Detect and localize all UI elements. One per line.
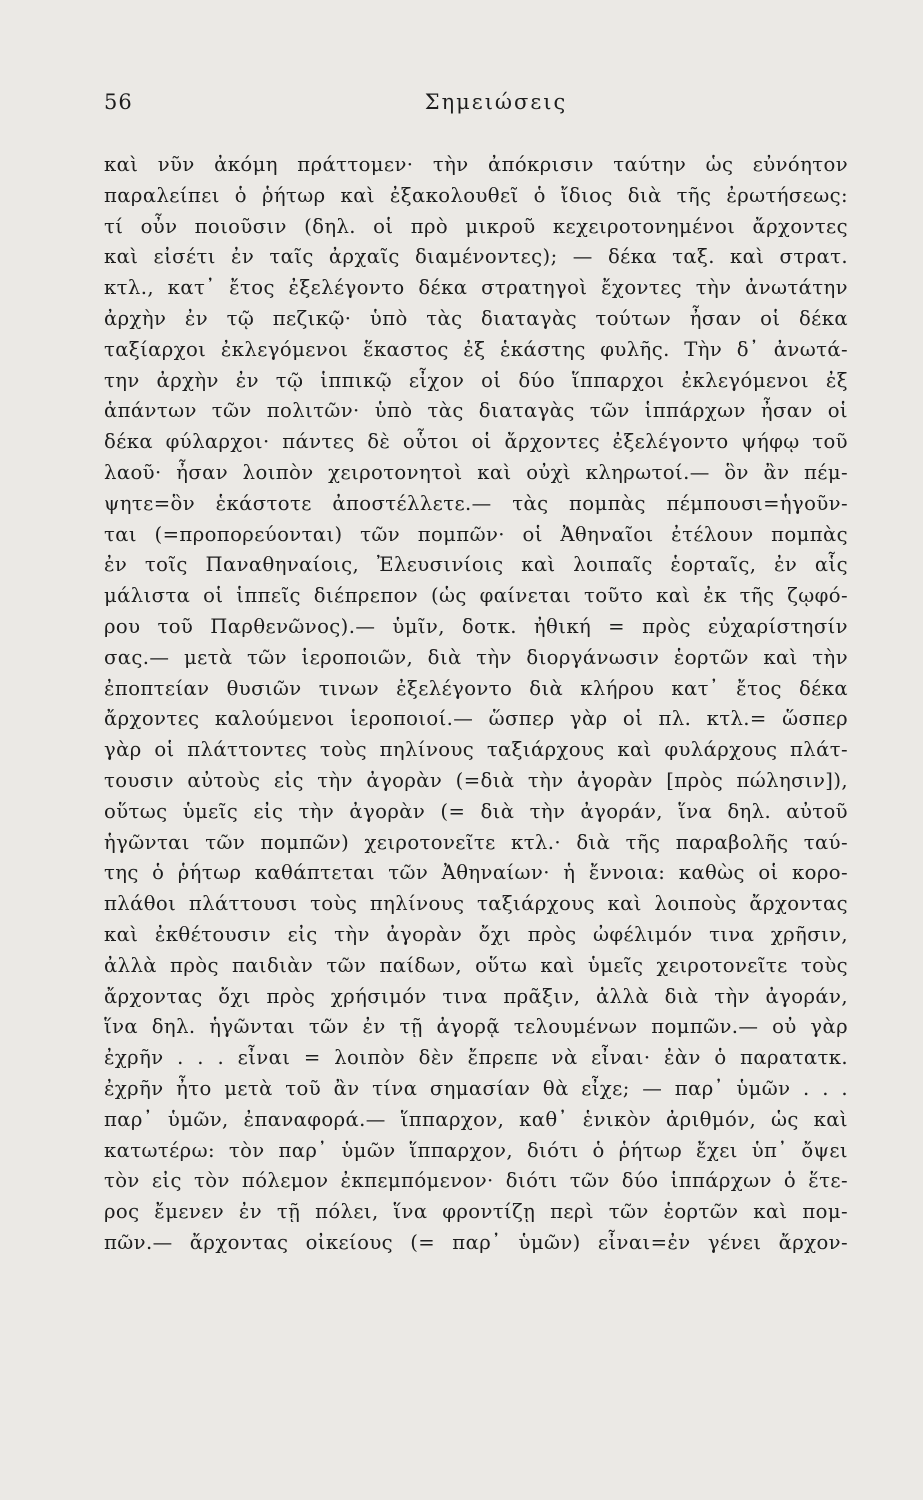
page-number: 56: [104, 90, 133, 114]
text-line: ρου τοῦ Παρθενῶνος).— ὑμῖν, δοτκ. ἠθική = πρὸς εὐχαρίστησίν: [104, 614, 848, 638]
text-line: κτλ., κατ᾽ ἔτος ἐξελέγοντο δέκα στρατηγοὶ ἔχοντες τὴν ἀνωτάτην: [104, 276, 848, 300]
text-line: καὶ νῦν ἀκόμη πράττομεν· τὴν ἀπόκρισιν ταύτην ὡς εὐνόητον: [104, 153, 848, 176]
page-header: [104, 90, 848, 124]
text-line: ἐποπτείαν θυσιῶν τινων ἐξελέγοντο διὰ κλήρου κατ᾽ ἔτος δέκα: [104, 676, 848, 700]
text-line: ἄρχοντας ὄχι πρὸς χρήσιμόν τινα πρᾶξιν, ἀλλὰ διὰ τὴν ἀγοράν,: [104, 984, 848, 1008]
text-line: τί οὖν ποιοῦσιν (δηλ. οἱ πρὸ μικροῦ κεχειροτονημένοι ἄρχοντες: [104, 214, 848, 238]
text-line: τὸν εἰς τὸν πόλεμον ἐκπεμπόμενον· διότι τῶν δύο ἱππάρχων ὁ ἕτε-: [104, 1169, 848, 1193]
text-line: κατωτέρω: τὸν παρ᾽ ὑμῶν ἵππαρχον, διότι ὁ ῥήτωρ ἔχει ὑπ᾽ ὄψει: [104, 1138, 848, 1162]
text-line: δέκα φύλαρχοι· πάντες δὲ οὗτοι οἱ ἄρχοντες ἐξελέγοντο ψήφῳ τοῦ: [104, 430, 848, 454]
text-line: πῶν.— ἄρχοντας οἰκείους (= παρ᾽ ὑμῶν) εἶναι=ἐν γένει ἄρχον-: [104, 1230, 848, 1254]
text-line: ἵνα δηλ. ἡγῶνται τῶν ἐν τῇ ἀγορᾷ τελουμένων πομπῶν.— οὐ γὰρ: [104, 1015, 848, 1039]
text-line: γὰρ οἱ πλάττοντες τοὺς πηλίνους ταξιάρχους καὶ φυλάρχους πλάτ-: [104, 738, 848, 762]
text-line: ἐχρῆν . . . εἶναι = λοιπὸν δὲν ἔπρεπε νὰ εἶναι· ἐὰν ὁ παρατατκ.: [104, 1046, 848, 1070]
notes-text-block: [104, 150, 848, 1259]
text-line: πλάθοι πλάττουσι τοὺς πηλίνους ταξιάρχους καὶ λοιποὺς ἄρχοντας: [104, 892, 848, 916]
text-line: σας.— μετὰ τῶν ἱεροποιῶν, διὰ τὴν διοργάνωσιν ἑορτῶν καὶ τὴν: [104, 645, 848, 669]
text-line: ἄρχοντες καλούμενοι ἱεροποιοί.— ὥσπερ γὰρ οἱ πλ. κτλ.= ὥσπερ: [104, 707, 848, 731]
text-line: καὶ εἰσέτι ἐν ταῖς ἀρχαῖς διαμένοντες); — δέκα ταξ. καὶ στρατ.: [104, 245, 848, 269]
text-line: ἀλλὰ πρὸς παιδιὰν τῶν παίδων, οὕτω καὶ ὑμεῖς χειροτονεῖτε τοὺς: [104, 953, 848, 977]
text-line: ταξίαρχοι ἐκλεγόμενοι ἕκαστος ἐξ ἑκάστης φυλῆς. Τὴν δ᾽ ἀνωτά-: [104, 337, 848, 361]
text-line: της ὁ ῥήτωρ καθάπτεται τῶν Ἀθηναίων· ἡ ἔννοια: καθὼς οἱ κορο-: [104, 861, 848, 885]
text-line: οὕτως ὑμεῖς εἰς τὴν ἀγορὰν (= διὰ τὴν ἀγοράν, ἵνα δηλ. αὐτοῦ: [104, 799, 848, 823]
text-line: τουσιν αὐτοὺς εἰς τὴν ἀγορὰν (=διὰ τὴν ἀγορὰν [πρὸς πώλησιν]),: [104, 768, 848, 792]
text-line: ἐχρῆν ἦτο μετὰ τοῦ ἂν τίνα σημασίαν θὰ εἶχε; — παρ᾽ ὑμῶν . . .: [104, 1076, 848, 1100]
text-line: ἁπάντων τῶν πολιτῶν· ὑπὸ τὰς διαταγὰς τῶν ἱππάρχων ἦσαν οἱ: [104, 399, 848, 423]
text-line: ψητε=ὃν ἑκάστοτε ἀποστέλλετε.— τὰς πομπὰς πέμπουσι=ἡγοῦν-: [104, 491, 848, 515]
text-line: παραλείπει ὁ ῥήτωρ καὶ ἐξακολουθεῖ ὁ ἴδιος διὰ τῆς ἐρωτήσεως:: [104, 183, 848, 207]
text-line: λαοῦ· ἦσαν λοιπὸν χειροτονητοὶ καὶ οὐχὶ κληρωτοί.— ὃν ἂν πέμ-: [104, 460, 848, 484]
text-line: ἀρχὴν ἐν τῷ πεζικῷ· ὑπὸ τὰς διαταγὰς τούτων ἦσαν οἱ δέκα: [104, 306, 848, 330]
text-line: μάλιστα οἱ ἱππεῖς διέπρεπον (ὡς φαίνεται τοῦτο καὶ ἐκ τῆς ζῳφό-: [104, 584, 848, 608]
running-title: Σημειώσεις: [424, 90, 568, 114]
text-line: ἐν τοῖς Παναθηναίοις, Ἐλευσινίοις καὶ λοιπαῖς ἑορταῖς, ἐν αἷς: [104, 553, 848, 577]
text-line: παρ᾽ ὑμῶν, ἐπαναφορά.— ἵππαρχον, καθ᾽ ἑνικὸν ἀριθμόν, ὡς καὶ: [104, 1107, 848, 1131]
text-line: ρος ἔμενεν ἐν τῇ πόλει, ἵνα φροντίζῃ περὶ τῶν ἑορτῶν καὶ πομ-: [104, 1200, 848, 1224]
text-line: ἡγῶνται τῶν πομπῶν) χειροτονεῖτε κτλ.· διὰ τῆς παραβολῆς ταύ-: [104, 830, 848, 854]
text-line: καὶ ἐκθέτουσιν εἰς τὴν ἀγορὰν ὄχι πρὸς ὠφέλιμόν τινα χρῆσιν,: [104, 922, 848, 946]
text-line: ται (=προπορεύονται) τῶν πομπῶν· οἱ Ἀθηναῖοι ἐτέλουν πομπὰς: [104, 522, 848, 546]
text-line: την ἀρχὴν ἐν τῷ ἱππικῷ εἶχον οἱ δύο ἵππαρχοι ἐκλεγόμενοι ἐξ: [104, 368, 848, 392]
